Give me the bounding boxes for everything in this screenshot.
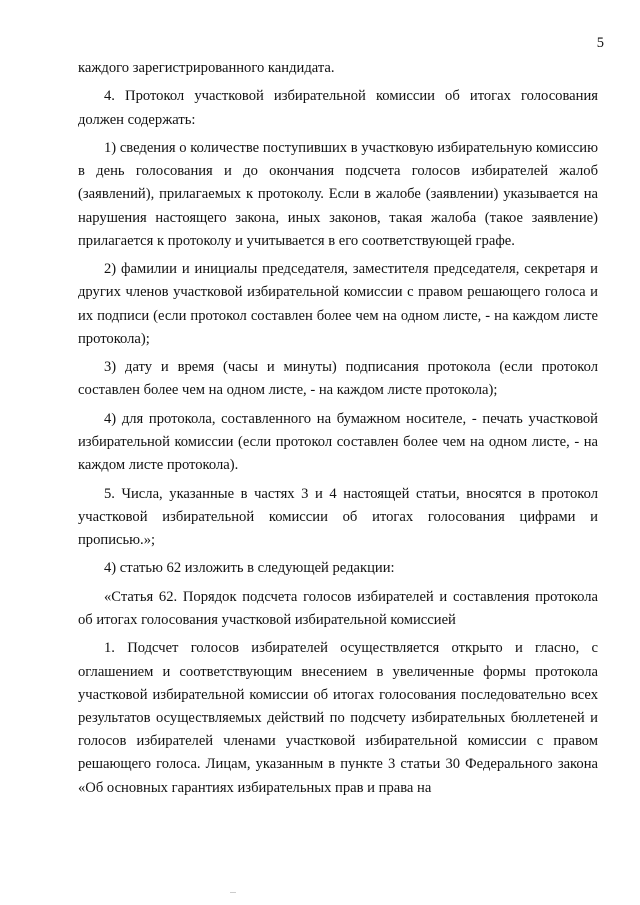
page-number: 5 [596, 35, 604, 51]
paragraph-item-3: 3) дату и время (часы и минуты) подписания протокола (если протокол составлен более чем на одном листе, - на каждом листе протокола); [78, 359, 598, 399]
paragraph-article-part-1: 1. Подсчет голосов избирателей осуществляется открыто и гласно, с оглашением и соответствующим внесением в увеличенные формы протокола участковой избирательной комиссии об итогах голосования последовательно всех результатов осуществляемых действий по подсчету избирательных бюллетеней и голосов избирателей членами участковой избирательной комиссии с правом решающего голоса. Лицам, указанным в пункте 3 статьи 30 Федерального закона «Об основных гарантиях избирательных прав и права на [78, 640, 598, 796]
paragraph-part-5: 5. Числа, указанные в частях 3 и 4 настоящей статьи, вносятся в протокол участковой избирательной комиссии об итогах голосования цифрами и прописью.»; [78, 485, 598, 548]
paragraph-protocol-content: 4. Протокол участковой избирательной комиссии об итогах голосования должен содержать: [78, 88, 598, 128]
paragraph-item-4: 4) для протокола, составленного на бумажном носителе, - печать участковой избирательной комиссии (если протокол составлен более чем на одном листе, - на каждом листе протокола). [78, 410, 598, 474]
document-body [78, 57, 598, 805]
paragraph-item-2: 2) фамилии и инициалы председателя, заместителя председателя, секретаря и других членов участковой избирательной комиссии с правом решающего голоса и их подписи (если протокол составлен более чем на одном листе, - на каждом листе протокола); [78, 261, 598, 347]
paragraph-item-1: 1) сведения о количестве поступивших в участковую избирательную комиссию в день голосования и до окончания подсчета голосов избирателей жалоб (заявлений), прилагаемых к протоколу. Если в жалобе (заявлении) указывается на нарушения настоящего закона, иных законов, такая жалоба (такое заявление) прилагается к протоколу и учитывается в его соответствующей графе. [78, 139, 598, 249]
scan-speck [230, 892, 236, 893]
paragraph-continuation: каждого зарегистрированного кандидата. [78, 60, 335, 76]
article-heading: «Статья 62. Порядок подсчета голосов избирателей и составления протокола об итогах голосования участковой избирательной комиссией [78, 588, 598, 628]
paragraph-amendment-62: 4) статью 62 изложить в следующей редакции: [104, 560, 395, 577]
